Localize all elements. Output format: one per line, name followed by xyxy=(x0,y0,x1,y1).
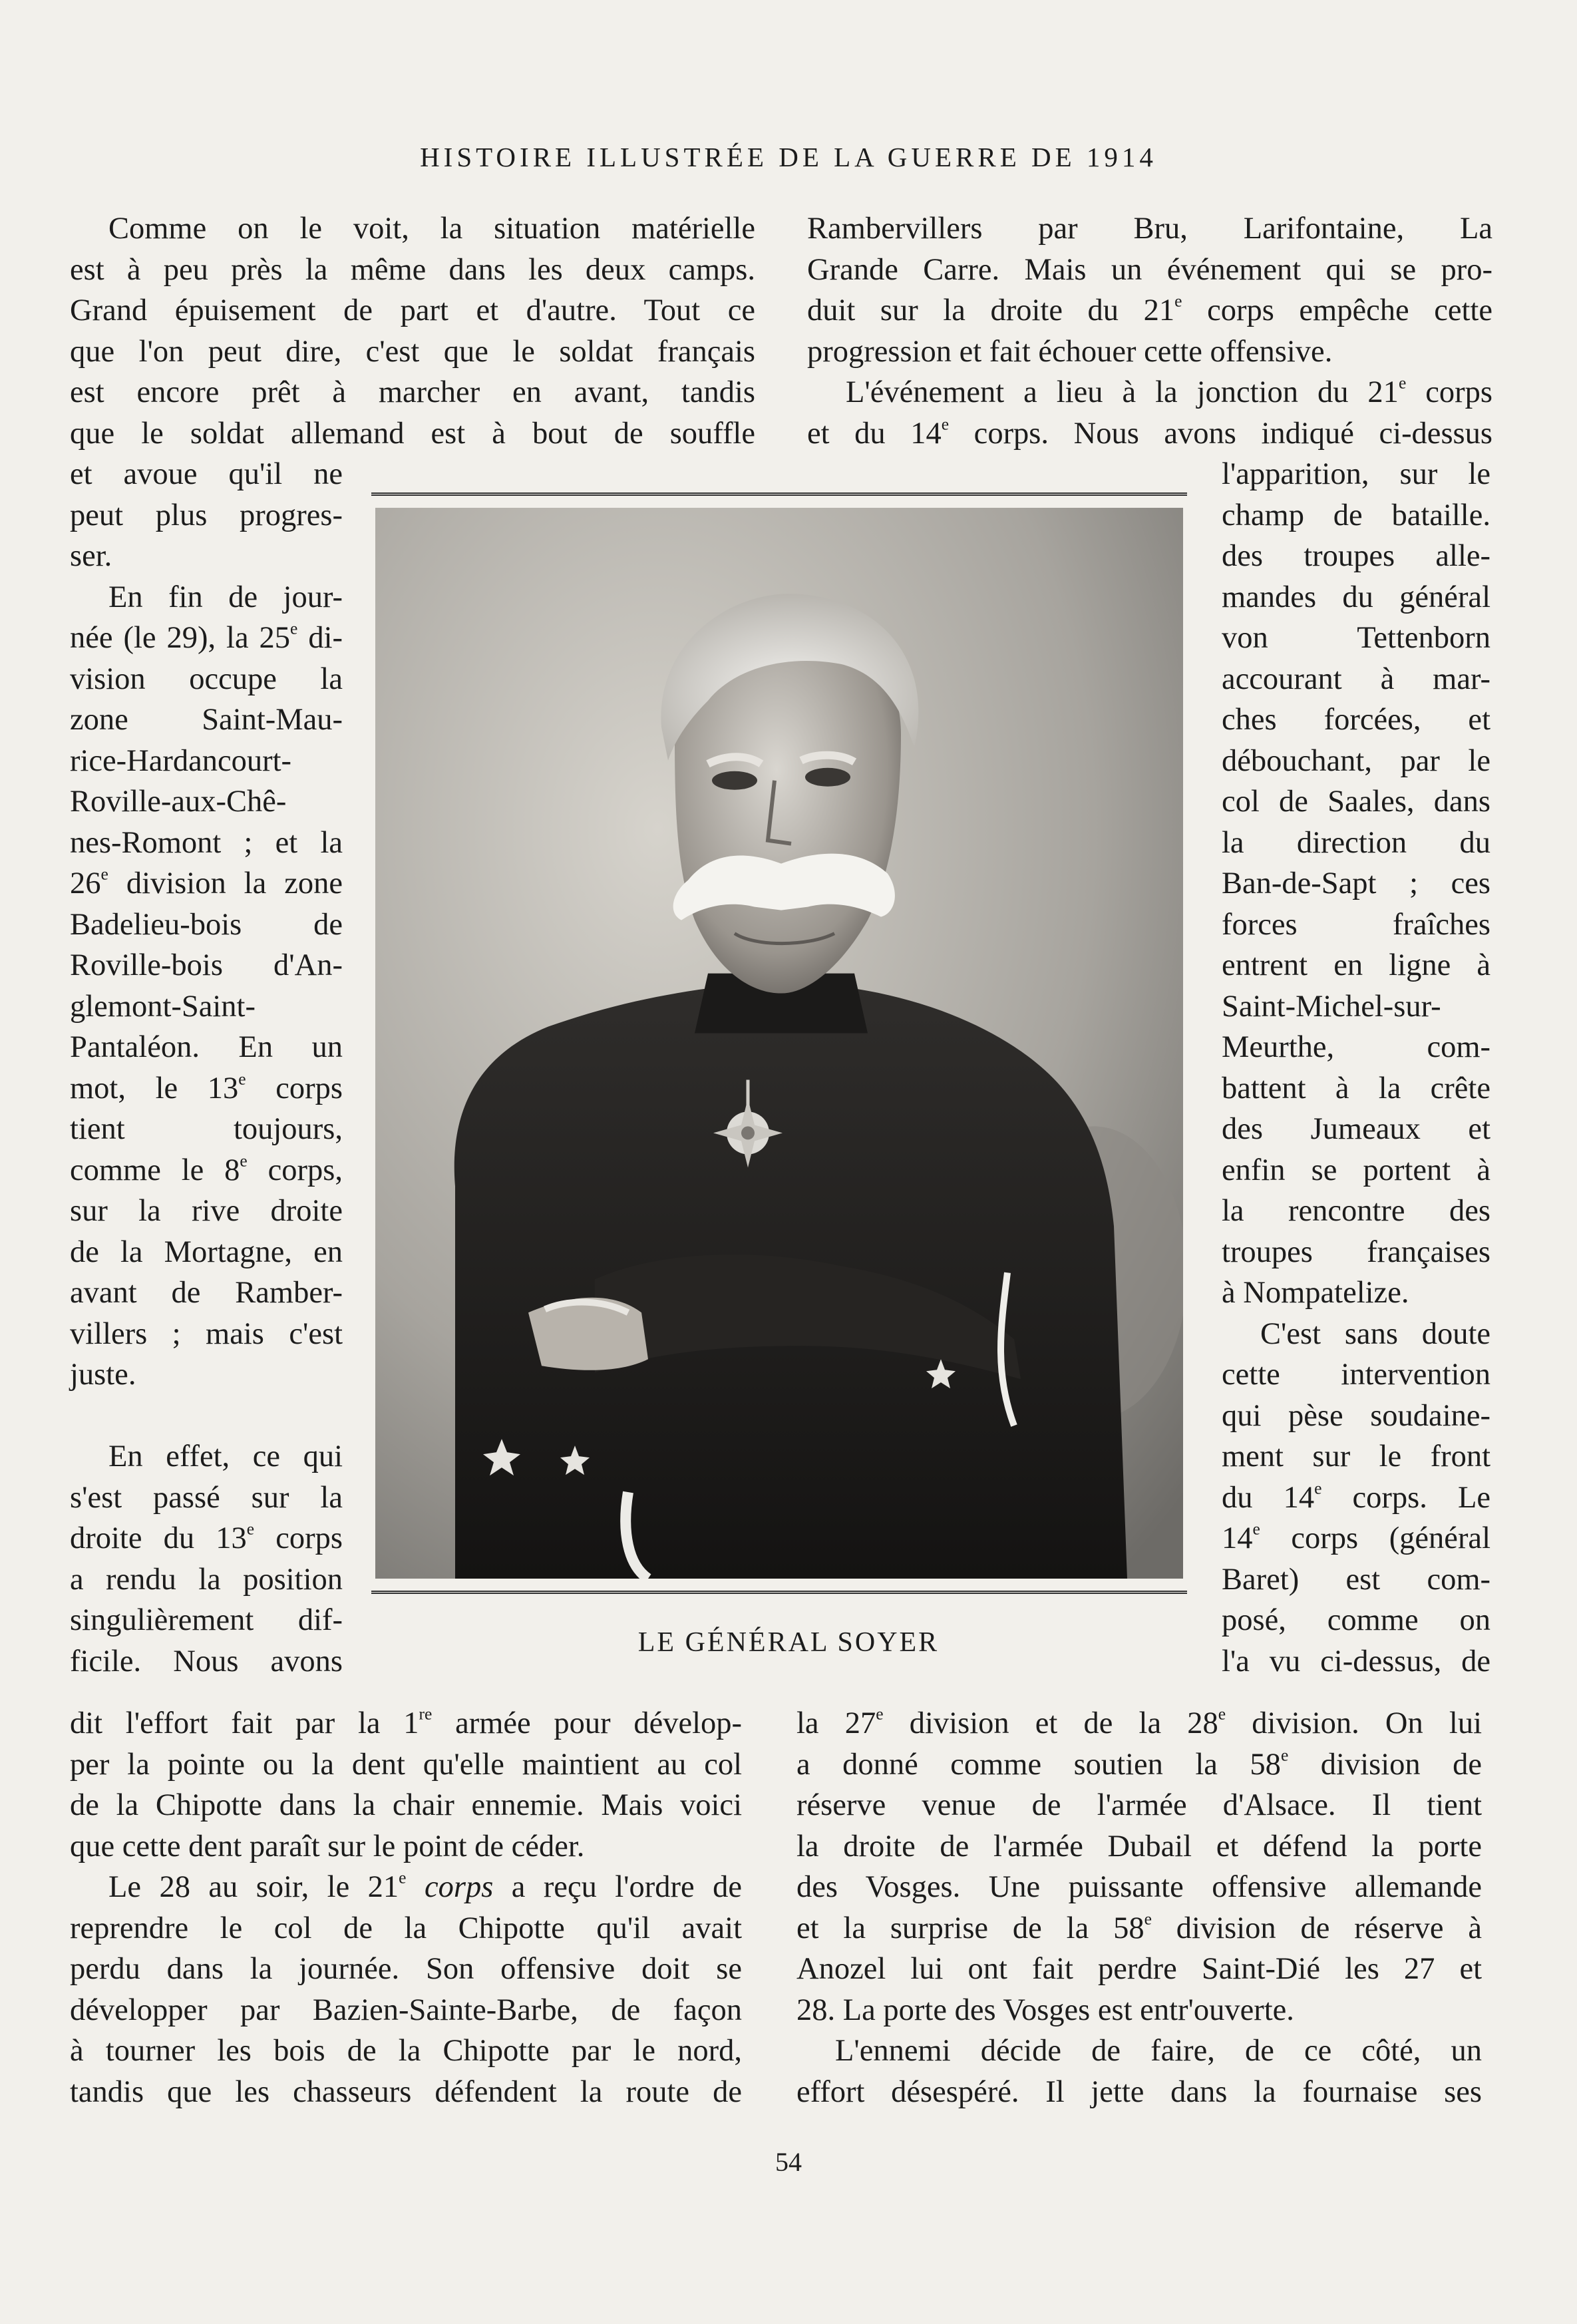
text-line: perdu dans la journée. Son offensive doit se xyxy=(70,1952,742,1986)
text-line: Ban-de-Sapt ; ces xyxy=(1222,867,1490,900)
text-line: juste. xyxy=(70,1358,136,1392)
text-line: von Tettenborn xyxy=(1222,621,1490,655)
text-line: et avoue qu'il ne xyxy=(70,457,343,491)
text-line: à tourner les bois de la Chipotte par le nord, xyxy=(70,2034,742,2068)
text-line: tandis que les chasseurs défendent la route de xyxy=(70,2074,742,2109)
text-line: L'événement a lieu à la jonction du 21e corps xyxy=(846,373,1492,409)
text-line: entrent en ligne à xyxy=(1222,948,1490,982)
text-line: à Nompatelize. xyxy=(1222,1276,1409,1310)
text-narrow-left xyxy=(70,454,343,1682)
text-line: glemont-Saint- xyxy=(70,989,256,1024)
text-top-right xyxy=(807,208,1492,454)
text-line: reprendre le col de la Chipotte qu'il avait xyxy=(70,1911,742,1945)
text-line: avant de Ramber- xyxy=(70,1276,343,1310)
text-line: a rendu la position xyxy=(70,1562,343,1597)
text-line: battent à la crête xyxy=(1222,1071,1490,1105)
text-line: qui pèse soudaine- xyxy=(1222,1398,1490,1433)
text-line: Pantaléon. En un xyxy=(70,1030,343,1064)
text-line: que cette dent paraît sur le point de céder. xyxy=(70,1829,585,1863)
page-number: 54 xyxy=(775,2147,802,2177)
text-line: En fin de jour- xyxy=(108,580,343,614)
text-line: nes-Romont ; et la xyxy=(70,825,343,860)
text-line: sur la rive droite xyxy=(70,1194,343,1228)
text-line: Saint-Michel-sur- xyxy=(1222,989,1441,1024)
text-line: dit l'effort fait par la 1re armée pour dévelop- xyxy=(70,1704,742,1740)
text-line: réserve venue de l'armée d'Alsace. Il tient xyxy=(796,1788,1482,1822)
text-line: cette intervention xyxy=(1222,1358,1490,1392)
text-line: de la Mortagne, en xyxy=(70,1235,343,1269)
text-line: la droite de l'armée Dubail et défend la porte xyxy=(796,1829,1482,1863)
text-line: la direction du xyxy=(1222,825,1490,860)
text-line: de la Chipotte dans la chair ennemie. Mais voici xyxy=(70,1788,742,1822)
text-line: la rencontre des xyxy=(1222,1194,1490,1228)
text-line: Le 28 au soir, le 21e corps a reçu l'ordre de xyxy=(108,1867,742,1904)
text-line: L'ennemi décide de faire, de ce côté, un xyxy=(835,2034,1482,2068)
text-line: développer par Bazien-Sainte-Barbe, de façon xyxy=(70,1993,742,2027)
text-line: Grande Carre. Mais un événement qui se pro- xyxy=(807,252,1492,287)
text-line: est encore prêt à marcher en avant, tandis xyxy=(70,375,755,409)
text-line: 14e corps (général xyxy=(1222,1519,1490,1555)
text-bottom-right xyxy=(796,1703,1482,2112)
text-line: droite du 13e corps xyxy=(70,1519,343,1555)
text-line: Baret) est com- xyxy=(1222,1562,1490,1597)
text-line: col de Saales, dans xyxy=(1222,785,1490,819)
text-line: accourant à mar- xyxy=(1222,662,1490,696)
text-line: forces fraîches xyxy=(1222,907,1490,942)
text-line: ches forcées, et xyxy=(1222,703,1490,737)
text-line: des Jumeaux et xyxy=(1222,1112,1490,1146)
text-line: Badelieu-bois de xyxy=(70,907,343,942)
text-line: comme le 8e corps, xyxy=(70,1151,343,1187)
text-line: 28. La porte des Vosges est entr'ouverte. xyxy=(796,1993,1294,2027)
text-line: a donné comme soutien la 58e division de xyxy=(796,1745,1482,1782)
text-line: troupes françaises xyxy=(1222,1235,1490,1269)
text-line: villers ; mais c'est xyxy=(70,1316,343,1351)
text-line: la 27e division et de la 28e division. On lui xyxy=(796,1704,1483,1740)
text-line: Rambervillers par Bru, Larifontaine, La xyxy=(807,212,1492,246)
text-line: posé, comme on xyxy=(1222,1603,1490,1637)
text-line: tient toujours, xyxy=(70,1112,343,1146)
text-line: s'est passé sur la xyxy=(70,1480,343,1515)
text-line: l'a vu ci-dessus, de xyxy=(1222,1644,1490,1678)
text-line: Meurthe, com- xyxy=(1222,1030,1490,1064)
text-line: du 14e corps. Le xyxy=(1222,1478,1491,1515)
text-line: que l'on peut dire, c'est que le soldat français xyxy=(70,334,755,369)
text-line: C'est sans doute xyxy=(1260,1316,1490,1351)
text-line: l'apparition, sur le xyxy=(1222,457,1490,491)
text-line: progression et fait échouer cette offensive. xyxy=(807,334,1333,369)
text-line: ficile. Nous avons xyxy=(70,1644,343,1678)
text-line: effort désespéré. Il jette dans la fournaise ses xyxy=(796,2074,1482,2109)
portrait-photo xyxy=(371,492,1187,1594)
text-line: vision occupe la xyxy=(70,662,343,696)
text-line: 26e division la zone xyxy=(70,864,343,900)
text-line: Roville-aux-Chê- xyxy=(70,785,287,819)
running-header: HISTOIRE ILLUSTRÉE DE LA GUERRE DE 1914 xyxy=(420,142,1157,172)
text-line: Grand épuisement de part et d'autre. Tout ce xyxy=(70,293,755,327)
text-line: singulièrement dif- xyxy=(70,1603,343,1637)
text-line: des troupes alle- xyxy=(1222,539,1490,573)
text-line: et du 14e corps. Nous avons indiqué ci-dessus xyxy=(807,414,1492,451)
text-line: est à peu près la même dans les deux camps. xyxy=(70,252,755,287)
text-line: peut plus progres- xyxy=(70,498,343,532)
photo-caption: LE GÉNÉRAL SOYER xyxy=(637,1627,940,1658)
text-line: ment sur le front xyxy=(1222,1440,1490,1473)
text-line: En effet, ce qui xyxy=(108,1440,343,1473)
text-line: ser. xyxy=(70,539,112,573)
text-line: Roville-bois d'An- xyxy=(70,948,343,982)
text-line: mot, le 13e corps xyxy=(70,1069,343,1105)
text-line: per la pointe ou la dent qu'elle maintient au col xyxy=(70,1747,742,1782)
text-line: et la surprise de la 58e division de réserve à xyxy=(796,1909,1482,1945)
text-top-left xyxy=(70,208,755,454)
text-line: que le soldat allemand est à bout de souffle xyxy=(70,416,755,451)
text-line: champ de bataille. xyxy=(1222,498,1490,532)
text-line: rice-Hardancourt- xyxy=(70,743,292,778)
text-bottom-left xyxy=(70,1703,742,2112)
text-line: Comme on le voit, la situation matérielle xyxy=(108,212,755,246)
text-line: duit sur la droite du 21e corps empêche cette xyxy=(807,291,1492,327)
text-line: Anozel lui ont fait perdre Saint-Dié les 27 et xyxy=(796,1952,1482,1986)
text-line: mandes du général xyxy=(1222,580,1490,614)
text-line: zone Saint-Mau- xyxy=(70,703,343,737)
text-narrow-right xyxy=(1222,454,1490,1682)
text-line: née (le 29), la 25e di- xyxy=(70,618,343,655)
portrait-image xyxy=(375,508,1183,1579)
text-line: enfin se portent à xyxy=(1222,1153,1490,1187)
text-line: des Vosges. Une puissante offensive allemande xyxy=(796,1870,1482,1904)
text-line: débouchant, par le xyxy=(1222,743,1490,778)
